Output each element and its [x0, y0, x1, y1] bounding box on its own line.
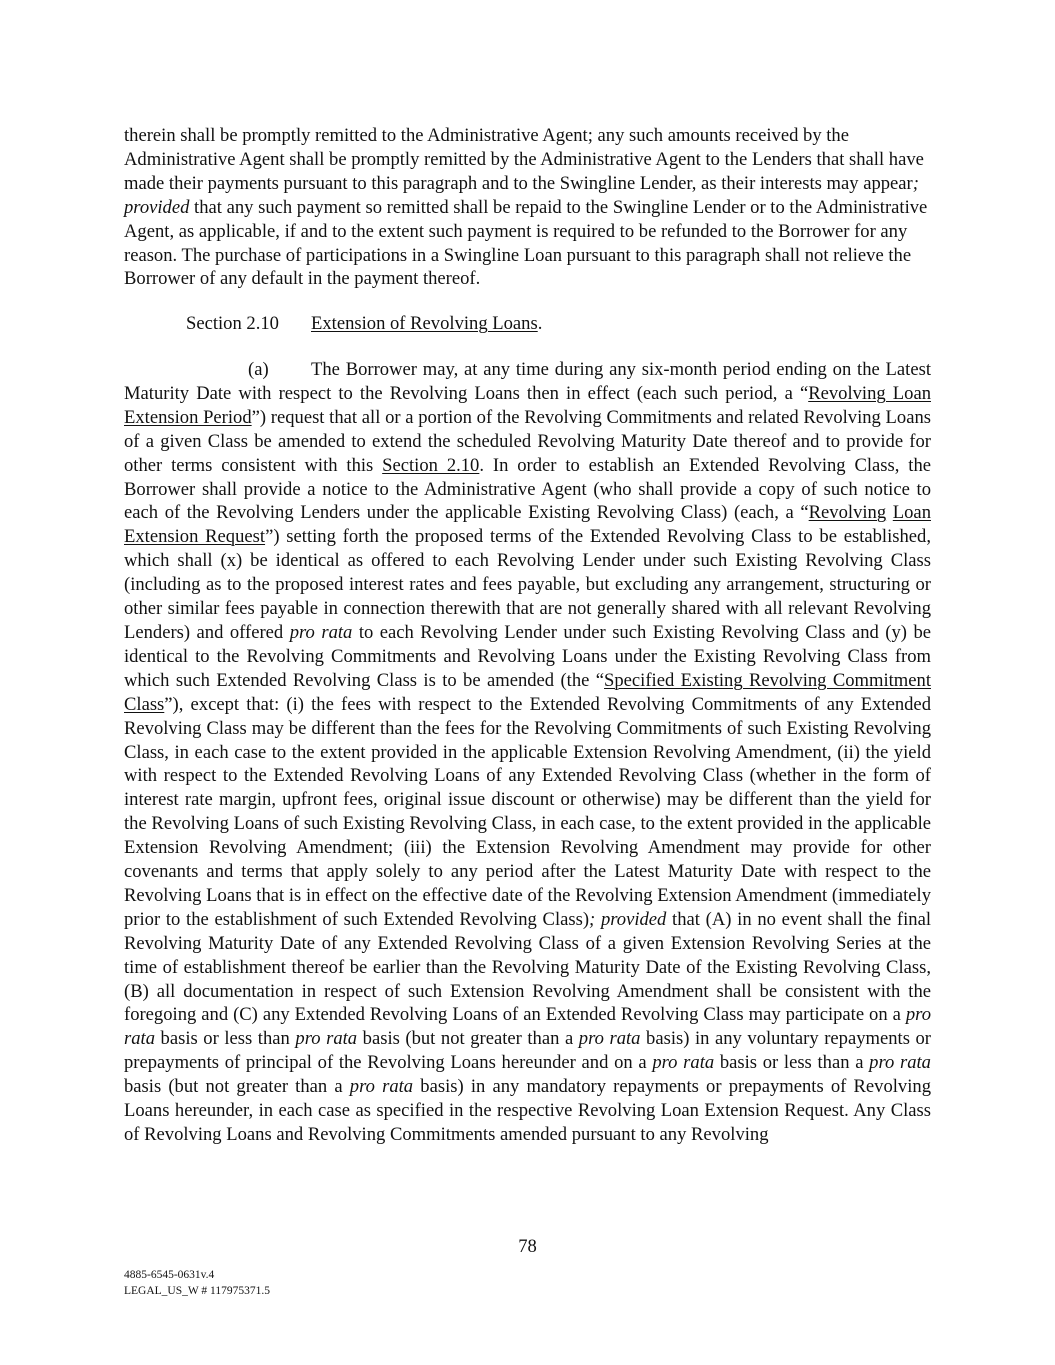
paragraph-label: (a) [248, 359, 269, 380]
paragraph-text: ”) setting forth the proposed terms of the Extended Revolving Class to be established, which shall (x) be identical as offered to each Revolving Lender under such Existing Revolving Class (including as to the proposed interest rates and fees payable, but excluding any arrangement, structuring or other similar fees payable in connection therewith that are not generally shared with all relevant Revolving Lenders) and offered [124, 526, 931, 643]
paragraph-text: basis) in any voluntary repayments or prepayments of principal of the Revolving Loans hereunder and on a [124, 1028, 931, 1074]
paragraph-a-extension-request [124, 358, 931, 1147]
paragraph-text: to each Revolving Lender under such Existing Revolving Class and (y) be identical to the Revolving Commitments and Revolving Loans under the Existing Revolving Class from which such Extended Revolving Class is to be amended (the “ [124, 621, 931, 691]
paragraph-text: The Borrower may, at any time during any six-month period ending on the Latest Maturity Date with respect to the Revolving Loans then in effect (each such period, a “ [124, 359, 931, 404]
paragraph-text: ”) request that all or a portion of the Revolving Commitments and related Revolving Loans of a given Class be amended to extend the scheduled Revolving Maturity Date thereof and to provide for other terms consistent with this [124, 406, 931, 476]
document-footer [124, 1268, 270, 1299]
paragraph-text: ”), except that: (i) the fees with respect to the Extended Revolving Commitments of any Extended Revolving Class may be different than the fees for the Revolving Commitments of such Existing Revolving Class, in each case to the extent provided in the applicable Extension Revolving Amendment, (ii) the yield with respect to the Extended Revolving Loans of any Extended Revolving Class (whether in the form of interest rate margin, upfront fees, original issue discount or otherwise) may be different than the yield for the Revolving Loans of such Existing Revolving Class, in each case, to the extent provided in the applicable Extension Revolving Amendment; (iii) the Extension Revolving Amendment may provide for other covenants and terms that apply solely to any period after the Latest Maturity Date with respect to the Revolving Loans that is in effect on the effective date of the Revolving Extension Amendment (immediately prior to the establishment of such Extended Revolving Class) [124, 693, 931, 930]
pro-rata-italic: pro rata [289, 621, 353, 643]
defined-term-extension-request-part1: Revolving [808, 502, 887, 524]
term-space [886, 502, 893, 523]
paragraph-text: . In order to establish an Extended Revolving Class, the Borrower shall provide a notice to the Administrative Agent (who shall provide a copy of such notice to each of the Revolving Lenders under the applicable Existing Revolving Class) (each, a “ [124, 454, 931, 524]
page-number: 78 [518, 1236, 537, 1257]
section-heading [186, 312, 886, 336]
pro-rata-italic: pro rata [578, 1028, 641, 1050]
section-title: Extension of Revolving Loans [311, 313, 538, 334]
pro-rata-italic: pro rata [124, 1004, 931, 1050]
paragraph-text: basis (but not greater than a [124, 1076, 350, 1098]
provided-italic: ; provided [124, 172, 919, 218]
footer-legal-id: LEGAL_US_W # 117975371.5 [124, 1284, 270, 1297]
pro-rata-italic: pro rata [295, 1028, 358, 1050]
footer-doc-id: 4885-6545-0631v.4 [124, 1269, 215, 1281]
section-number: Section 2.10 [186, 313, 279, 334]
defined-term-extension-request-part2: Loan Extension Request [124, 502, 931, 548]
section-title-period: . [537, 313, 543, 334]
cross-reference-section: Section 2.10 [382, 454, 480, 476]
paragraph-text: basis or less than [155, 1028, 296, 1050]
pro-rata-italic: pro rata [349, 1076, 414, 1098]
paragraph-text: therein shall be promptly remitted to the Administrative Agent; any such amounts received by the Administrative Agent shall be promptly remitted by the Administrative Agent to the Lenders that shall have made their payments pursuant to this paragraph and to the Swingline Lender, as their interests may appear [124, 125, 924, 194]
paragraph-swingline-participations [124, 124, 931, 291]
pro-rata-italic: pro rata [652, 1052, 715, 1074]
paragraph-text: that any such payment so remitted shall be repaid to the Swingline Lender or to the Administrative Agent, as applicable, if and to the extent such payment is required to be refunded to the Borrower for any reason. The purchase of participations in a Swingline Loan pursuant to this paragraph shall not relieve the Borrower of any default in the payment thereof. [124, 196, 928, 290]
paragraph-text: basis) in any mandatory repayments or prepayments of Revolving Loans hereunder, in each case as specified in the respective Revolving Loan Extension Request. Any Class of Revolving Loans and Revolving Commitments amended pursuant to any Revolving [124, 1076, 931, 1145]
defined-term-specified-class: Specified Existing Revolving Commitment Class [124, 669, 931, 715]
provided-italic: ; provided [589, 908, 667, 930]
paragraph-text: basis (but not greater than a [357, 1028, 579, 1050]
defined-term-extension-period: Revolving Loan Extension Period [124, 382, 931, 428]
paragraph-text: that (A) in no event shall the final Revolving Maturity Date of any Extended Revolving Class of a given Extension Revolving Series at the time of establishment thereof be earlier than the Revolving Maturity Date of the Existing Revolving Class, (B) all documentation in respect of such Extension Revolving Amendment shall be consistent with the foregoing and (C) any Extended Revolving Loans of an Extended Revolving Class may participate on a [124, 908, 931, 1026]
pro-rata-italic: pro rata [869, 1052, 931, 1074]
paragraph-text: basis or less than a [714, 1052, 870, 1074]
